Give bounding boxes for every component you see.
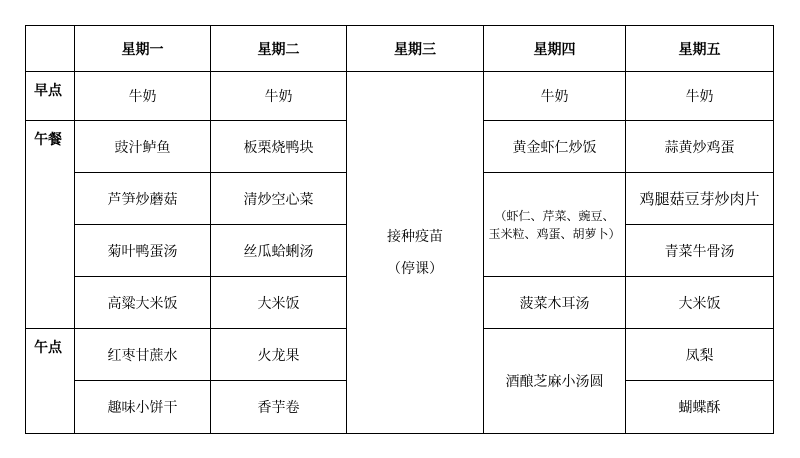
wednesday-line2: （停课） xyxy=(387,260,443,277)
tuesday-snack-1: 火龙果 xyxy=(211,329,347,381)
friday-lunch-3: 青菜牛骨汤 xyxy=(626,225,774,277)
wednesday-cell xyxy=(347,72,484,434)
monday-breakfast: 牛奶 xyxy=(75,72,211,121)
weekly-menu-table xyxy=(25,25,774,434)
row-label-breakfast: 早点 xyxy=(26,72,75,121)
friday-lunch-4: 大米饭 xyxy=(626,277,774,329)
row-label-snack: 午点 xyxy=(26,329,75,434)
friday-snack-2: 蝴蝶酥 xyxy=(626,381,774,434)
breakfast-row xyxy=(26,72,774,121)
header-wednesday: 星期三 xyxy=(347,26,484,72)
monday-snack-1: 红枣甘蔗水 xyxy=(75,329,211,381)
header-tuesday: 星期二 xyxy=(211,26,347,72)
friday-lunch-2: 鸡腿菇豆芽炒肉片 xyxy=(626,173,774,225)
thursday-lunch-ingredients xyxy=(484,173,626,277)
thursday-ingredients-line2: 玉米粒、鸡蛋、胡萝卜） xyxy=(488,226,621,241)
tuesday-lunch-3: 丝瓜蛤蜊汤 xyxy=(211,225,347,277)
wednesday-line1: 接种疫苗 xyxy=(387,228,443,245)
friday-lunch-1: 蒜黄炒鸡蛋 xyxy=(626,121,774,173)
row-label-lunch: 午餐 xyxy=(26,121,75,329)
thursday-soup: 菠菜木耳汤 xyxy=(484,277,626,329)
header-friday: 星期五 xyxy=(626,26,774,72)
header-thursday: 星期四 xyxy=(484,26,626,72)
thursday-snack: 酒酿芝麻小汤圆 xyxy=(484,329,626,434)
monday-lunch-4: 高粱大米饭 xyxy=(75,277,211,329)
corner-cell xyxy=(26,26,75,72)
monday-lunch-1: 豉汁鲈鱼 xyxy=(75,121,211,173)
tuesday-lunch-4: 大米饭 xyxy=(211,277,347,329)
thursday-lunch-main: 黄金虾仁炒饭 xyxy=(484,121,626,173)
thursday-ingredients-line1: （虾仁、芹菜、豌豆、 xyxy=(494,208,615,223)
tuesday-lunch-2: 清炒空心菜 xyxy=(211,173,347,225)
monday-lunch-2: 芦笋炒蘑菇 xyxy=(75,173,211,225)
monday-snack-2: 趣味小饼干 xyxy=(75,381,211,434)
tuesday-snack-2: 香芋卷 xyxy=(211,381,347,434)
monday-lunch-3: 菊叶鸭蛋汤 xyxy=(75,225,211,277)
tuesday-lunch-1: 板栗烧鸭块 xyxy=(211,121,347,173)
friday-breakfast: 牛奶 xyxy=(626,72,774,121)
friday-snack-1: 凤梨 xyxy=(626,329,774,381)
header-row xyxy=(26,26,774,72)
thursday-breakfast: 牛奶 xyxy=(484,72,626,121)
tuesday-breakfast: 牛奶 xyxy=(211,72,347,121)
header-monday: 星期一 xyxy=(75,26,211,72)
